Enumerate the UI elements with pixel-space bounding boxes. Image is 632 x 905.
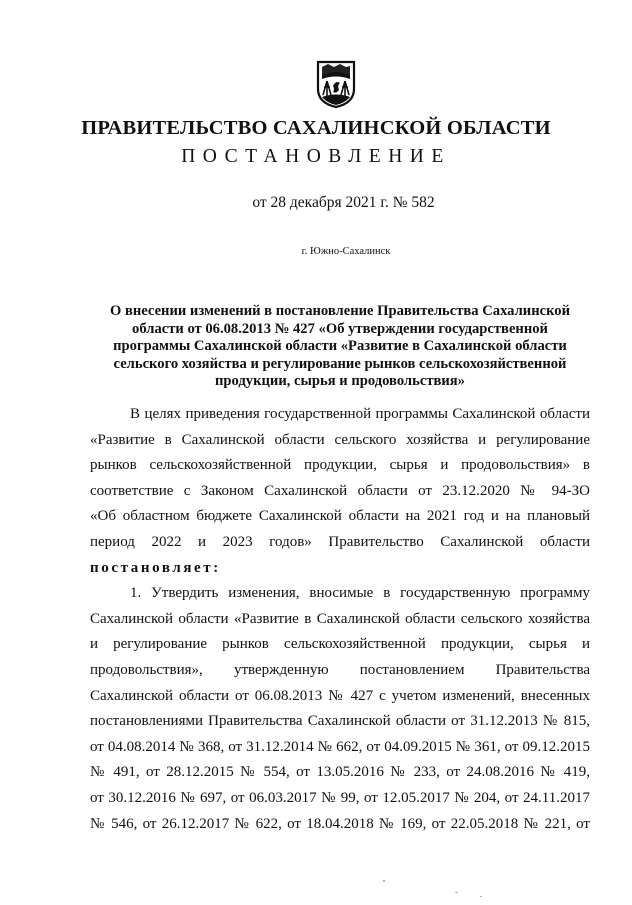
heading-line: программы Сахалинской области «Развитие в Сахалинской области	[113, 338, 567, 354]
scan-speck	[480, 896, 482, 897]
body-line: постановлениями Правительства Сахалинской области от 31.12.2013 № 815,	[90, 713, 590, 730]
body-line: № 491, от 28.12.2015 № 554, от 13.05.2016 № 233, от 24.08.2016 № 419,	[90, 764, 590, 781]
body-line: период 2022 и 2023 годов» Правительство Сахалинской области	[90, 533, 590, 550]
body-line: 1. Утвердить изменения, вносимые в государственную программу	[130, 585, 590, 602]
heading-line: О внесении изменений в постановление Правительства Сахалинской	[109, 303, 571, 319]
heading-line: области от 06.08.2013 № 427 «Об утверждении государственной	[132, 320, 548, 337]
scan-speck	[383, 880, 385, 882]
body-line: «Об областном бюджете Сахалинской области на 2021 год и на плановый	[90, 508, 590, 525]
body-line: соответствие с Законом Сахалинской области от 23.12.2020 № 94-ЗО	[90, 482, 590, 499]
body-line: от 30.12.2016 № 697, от 06.03.2017 № 99, от 12.05.2017 № 204, от 24.11.2017	[90, 789, 590, 806]
document-date-number: от 28 декабря 2021 г. № 582	[252, 194, 435, 211]
scan-speck	[455, 892, 458, 893]
government-title: ПРАВИТЕЛЬСТВО САХАЛИНСКОЙ ОБЛАСТИ	[81, 117, 551, 139]
coat-of-arms-icon	[314, 59, 358, 109]
body-line: рынков сельскохозяйственной продукции, сырья и продовольствия» в	[90, 457, 590, 474]
body-line: и регулирование рынков сельскохозяйственной продукции, сырья и	[90, 636, 590, 653]
document-type: ПОСТАНОВЛЕНИЕ	[181, 146, 451, 167]
body-line: Сахалинской области «Развитие в Сахалинской области сельского хозяйства	[90, 610, 590, 627]
document-city: г. Южно-Сахалинск	[301, 246, 391, 257]
document-body	[90, 402, 590, 837]
decree-word: постановляет:	[90, 559, 221, 576]
body-line: В целях приведения государственной программы Сахалинской области	[130, 406, 590, 422]
document-heading	[90, 303, 590, 391]
body-line: от 04.08.2014 № 368, от 31.12.2014 № 662, от 04.09.2015 № 361, от 09.12.2015	[90, 738, 590, 755]
body-line: № 546, от 26.12.2017 № 622, от 18.04.2018 № 169, от 22.05.2018 № 221, от	[90, 815, 590, 832]
body-line: «Развитие в Сахалинской области сельского хозяйства и регулирование	[90, 431, 590, 448]
heading-line: продукции, сырья и продовольствия»	[215, 373, 465, 389]
body-line: продовольствия», утвержденную постановлением Правительства	[90, 661, 590, 678]
body-line: Сахалинской области от 06.08.2013 № 427 с учетом изменений, внесенных	[90, 687, 590, 704]
heading-line: сельского хозяйства и регулирование рынков сельскохозяйственной	[113, 355, 567, 372]
